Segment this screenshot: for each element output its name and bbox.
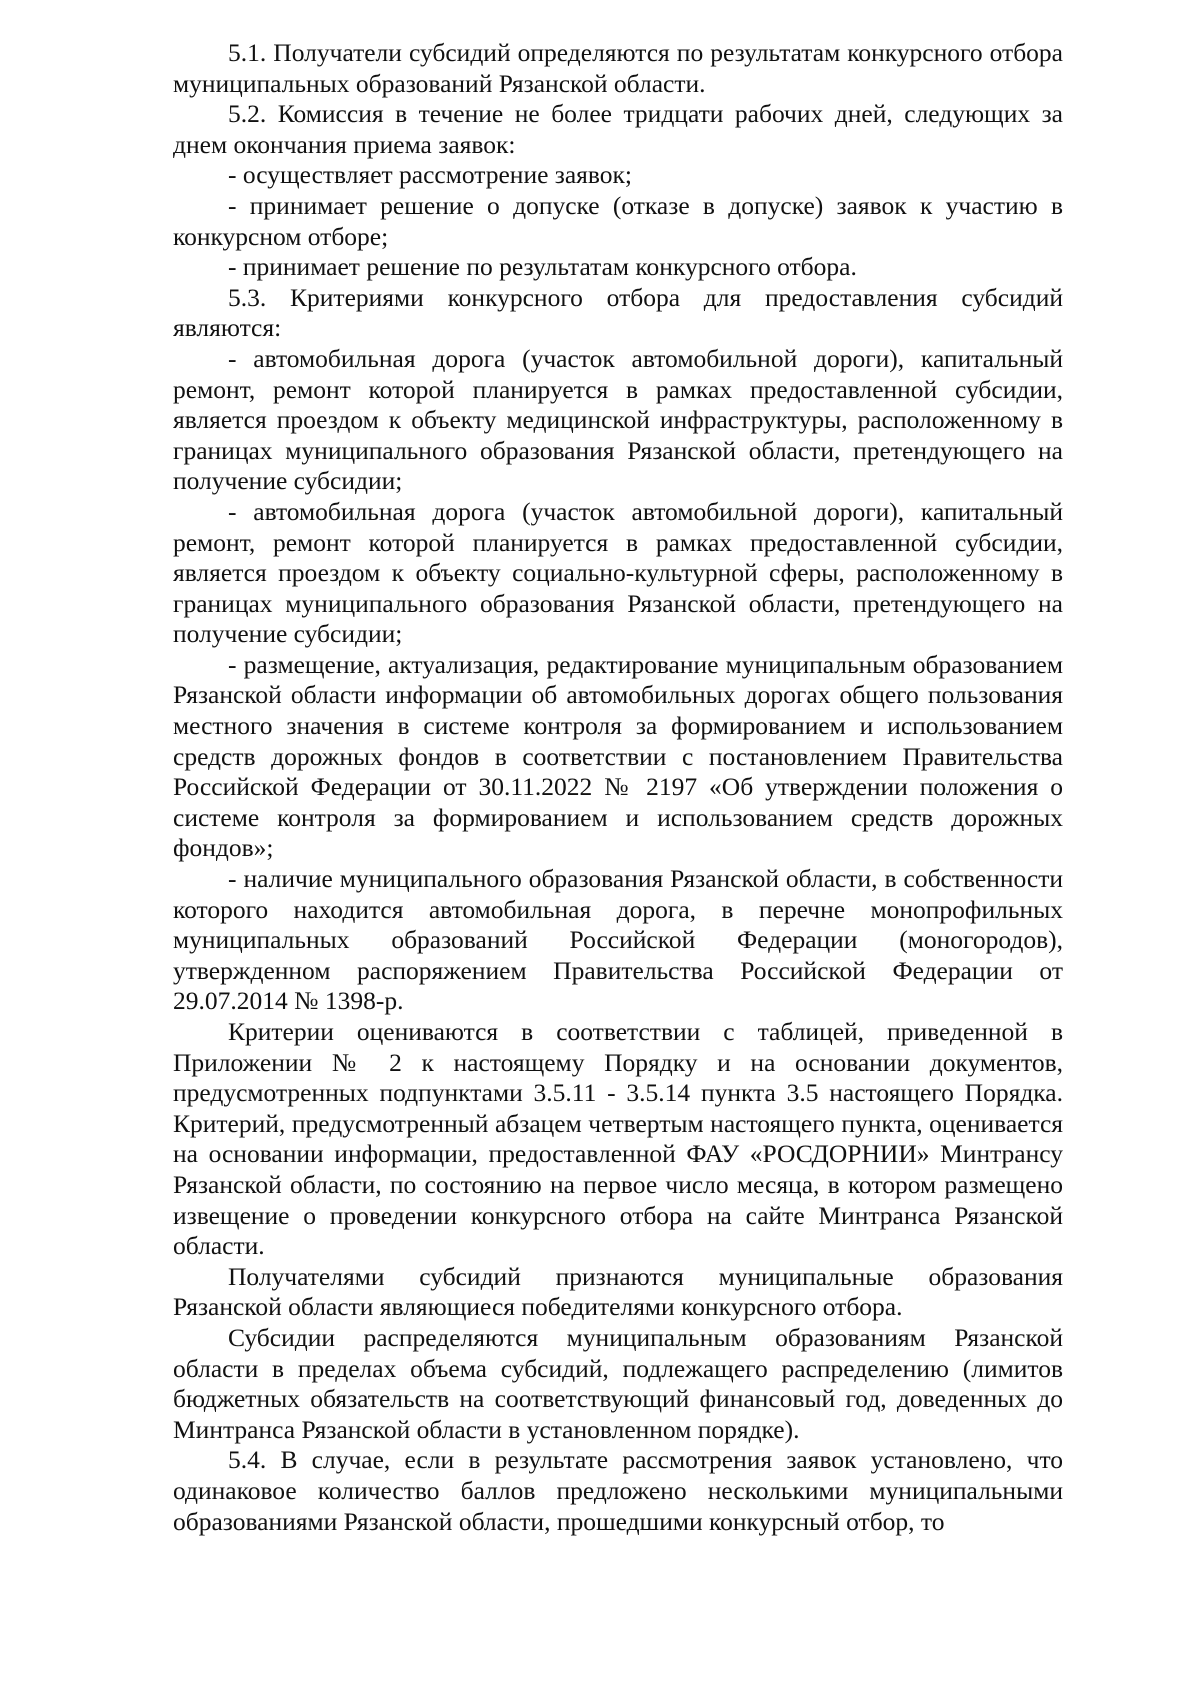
- paragraph-5-3: 5.3. Критериями конкурсного отбора для предоставления субсидий являются:: [173, 282, 1063, 343]
- criteria-evaluation: Критерии оцениваются в соответствии с таблицей, приведенной в Приложении № 2 к настоящему Порядку и на основании документов, предусмотренных подпунктами 3.5.11 - 3.5.14 пункта 3.5 настоящего Порядка. Критерий, предусмотренный абзацем четвертым настоящего пункта, оценивается на основании информации, предоставленной ФАУ «РОСДОРНИИ» Минтрансу Рязанской области, по состоянию на первое число месяца, в котором размещено извещение о проведении конкурсного отбора на сайте Минтранса Рязанской области.: [173, 1017, 1063, 1261]
- list-item-decision: - принимает решение по результатам конкурсного отбора.: [228, 252, 857, 282]
- document-page: [173, 38, 1063, 1537]
- list-item-admission: - принимает решение о допуске (отказе в допуске) заявок к участию в конкурсном отборе;: [173, 190, 1063, 251]
- distribution-paragraph: Субсидии распределяются муниципальным образованиям Рязанской области в пределах объема субсидий, подлежащего распределению (лимитов бюджетных обязательств на соответствующий финансовый год, доведенных до Минтранса Рязанской области в установленном порядке).: [173, 1322, 1063, 1444]
- paragraph-5-2: 5.2. Комиссия в течение не более тридцати рабочих дней, следующих за днем окончания приема заявок:: [173, 99, 1063, 159]
- criterion-medical: - автомобильная дорога (участок автомобильной дороги), капитальный ремонт, ремонт которой планируется в рамках предоставленной субсидии, является проездом к объекту медицинской инфраструктуры, расположенному в границах муниципального образования Рязанской области, претендующего на получение субсидии;: [173, 343, 1063, 496]
- list-item-review: - осуществляет рассмотрение заявок;: [228, 160, 633, 190]
- criterion-road-fund-system: - размещение, актуализация, редактирование муниципальным образованием Рязанской области информации об автомобильных дорогах общего пользования местного значения в системе контроля за формированием и использованием средств дорожных фондов в соответствии с постановлением Правительства Российской Федерации от 30.11.2022 № 2197 «Об утверждении положения о системе контроля за формированием и использованием средств дорожных фондов»;: [173, 649, 1063, 863]
- recipients-paragraph: Получателями субсидий признаются муниципальные образования Рязанской области являющиеся победителями конкурсного отбора.: [173, 1261, 1063, 1322]
- criterion-monotown: - наличие муниципального образования Рязанской области, в собственности которого находится автомобильная дорога, в перечне монопрофильных муниципальных образований Российской Федерации (моногородов), утвержденном распоряжением Правительства Российской Федерации от 29.07.2014 № 1398-р.: [173, 864, 1063, 1016]
- paragraph-5-1: 5.1. Получатели субсидий определяются по результатам конкурсного отбора муниципальных образований Рязанской области.: [173, 38, 1063, 98]
- paragraph-5-4: 5.4. В случае, если в результате рассмотрения заявок установлено, что одинаковое количество баллов предложено несколькими муниципальными образованиями Рязанской области, прошедшими конкурсный отбор, то: [173, 1445, 1063, 1536]
- criterion-social-cultural: - автомобильная дорога (участок автомобильной дороги), капитальный ремонт, ремонт которой планируется в рамках предоставленной субсидии, является проездом к объекту социально-культурной сферы, расположенному в границах муниципального образования Рязанской области, претендующего на получение субсидии;: [173, 496, 1063, 649]
